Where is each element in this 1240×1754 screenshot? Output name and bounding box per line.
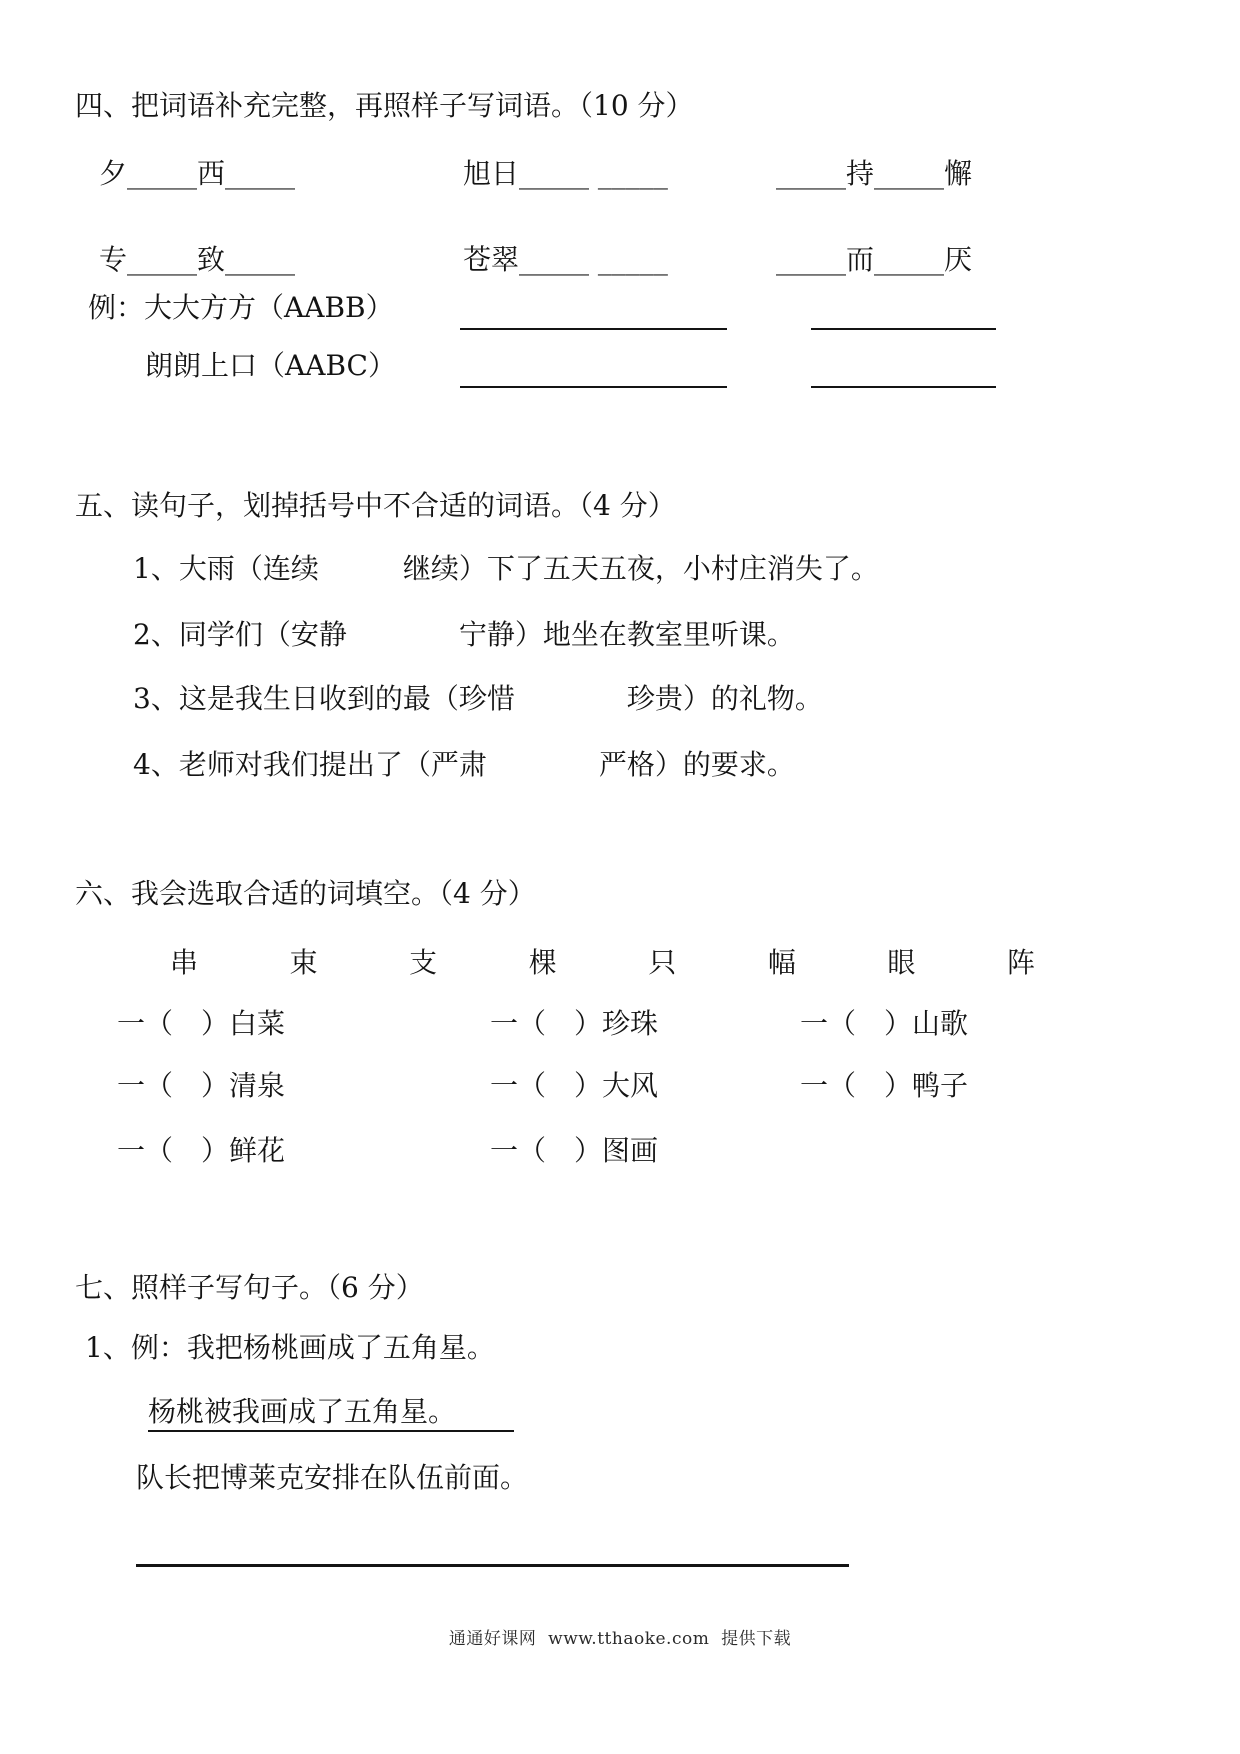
measure-fill-item: 一（ ）图画: [490, 1134, 659, 1167]
fill-blank-item: 苍翠_____ _____: [463, 243, 668, 276]
measure-word: 只: [648, 946, 677, 979]
measure-word: 束: [289, 946, 318, 979]
section7-title: 七、照样子写句子。（6 分）: [75, 1271, 424, 1304]
answer-blank: [136, 1530, 849, 1567]
measure-fill-item: 一（ ）山歌: [800, 1007, 969, 1040]
sentence-item: 3、这是我生日收到的最（珍惜 珍贵）的礼物。: [133, 682, 823, 715]
fill-blank-item: _____持_____懈: [776, 157, 973, 190]
section4-title: 四、把词语补充完整，再照样子写词语。（10 分）: [75, 89, 694, 122]
fill-blank-item: _____而_____厌: [776, 243, 973, 276]
measure-fill-item: 一（ ）鲜花: [117, 1134, 286, 1167]
measure-fill-item: 一（ ）清泉: [117, 1069, 286, 1102]
rewrite-exercise-sentence: 队长把博莱克安排在队伍前面。: [136, 1461, 529, 1494]
measure-word: 眼: [887, 946, 916, 979]
rewrite-example-answer: [148, 1394, 514, 1429]
measure-fill-item: 一（ ）鸭子: [800, 1069, 969, 1102]
measure-word: 支: [409, 946, 438, 979]
measure-fill-item: 一（ ）珍珠: [490, 1007, 659, 1040]
measure-word: 棵: [528, 946, 557, 979]
rewrite-example-prompt: 1、例：我把杨桃画成了五角星。: [85, 1331, 495, 1364]
measure-word: 阵: [1006, 946, 1035, 979]
sentence-item: 1、大雨（连续 继续）下了五天五夜，小村庄消失了。: [133, 552, 879, 585]
fill-blank-item: 专_____致_____: [99, 243, 296, 276]
section6-title: 六、我会选取合适的词填空。（4 分）: [75, 877, 536, 910]
measure-word-bank: [170, 941, 1035, 981]
fill-blank-item: 旭日_____ _____: [463, 157, 668, 190]
measure-word: 幅: [767, 946, 796, 979]
sentence-item: 2、同学们（安静 宁静）地坐在教室里听课。: [133, 618, 795, 651]
section5-title: 五、读句子，划掉括号中不合适的词语。（4 分）: [75, 489, 676, 522]
underlined-text: 杨桃被我画成了五角星。: [148, 1395, 514, 1432]
measure-fill-item: 一（ ）大风: [490, 1069, 659, 1102]
measure-word: 串: [170, 946, 199, 979]
answer-blank: [460, 294, 727, 330]
answer-blank: [460, 352, 727, 388]
footer-credit: 通通好课网 www.tthaoke.com 提供下载: [448, 1629, 792, 1649]
example-label-aabb: 例：大大方方（AABB）: [88, 291, 394, 324]
example-label-aabc: 朗朗上口（AABC）: [145, 349, 396, 382]
answer-blank: [811, 352, 996, 388]
answer-blank: [811, 294, 996, 330]
fill-blank-item: 夕_____西_____: [99, 157, 296, 190]
sentence-item: 4、老师对我们提出了（严肃 严格）的要求。: [133, 748, 795, 781]
measure-fill-item: 一（ ）白菜: [117, 1007, 286, 1040]
